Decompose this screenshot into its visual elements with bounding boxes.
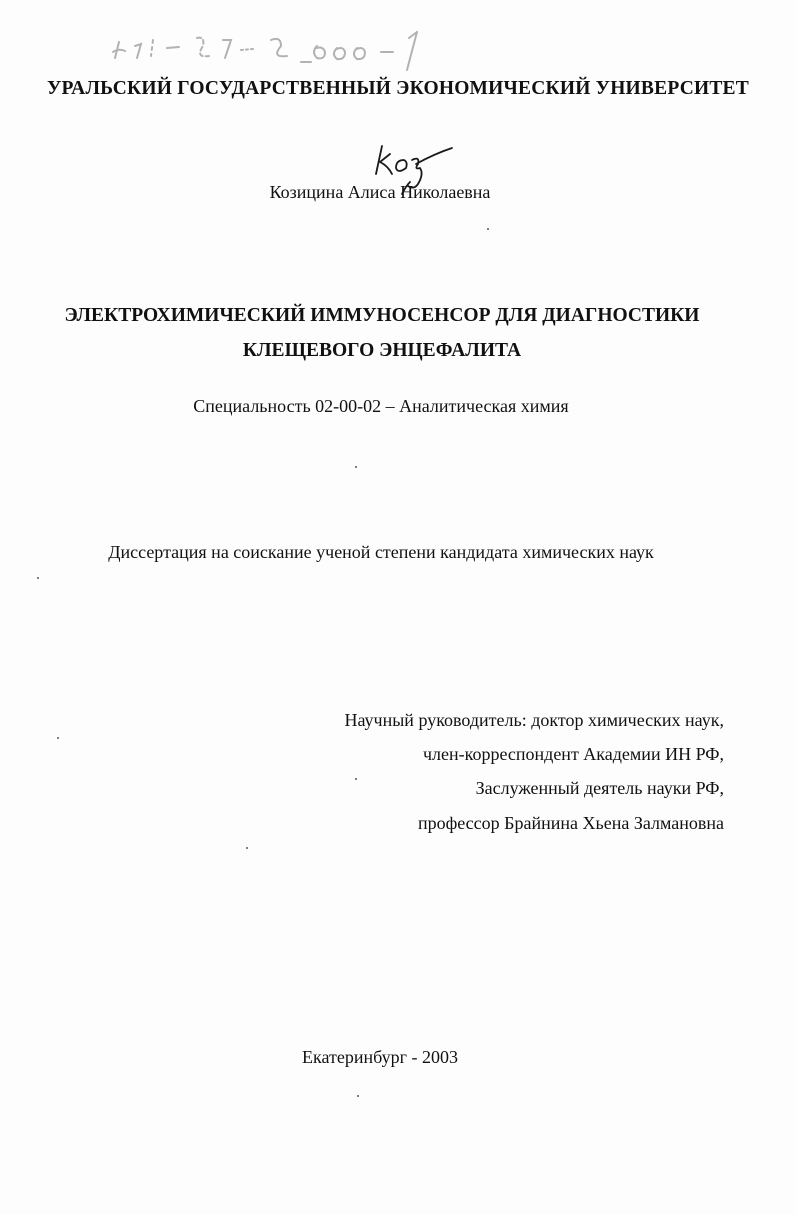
supervisor-line: Заслуженный деятель науки РФ, [475, 778, 724, 798]
archive-number-mark [105, 18, 450, 78]
scan-speck [355, 466, 357, 468]
supervisor-line: Научный руководитель: доктор химических наук, [344, 710, 724, 730]
city-year: Екатеринбург - 2003 [302, 1047, 458, 1067]
scan-speck [246, 847, 248, 849]
specialty-line: Специальность 02-00-02 – Аналитическая химия [193, 396, 569, 416]
supervisor-line: профессор Брайнина Хьена Залмановна [417, 813, 724, 833]
scan-speck [355, 778, 357, 780]
scan-speck [57, 737, 59, 739]
dissertation-title-line: ЭЛЕКТРОХИМИЧЕСКИЙ ИММУНОСЕНСОР ДЛЯ ДИАГНОСТИКИ [64, 305, 700, 326]
author-name: Козицина Алиса Николаевна [269, 182, 491, 202]
scan-speck [37, 577, 39, 579]
university-name: УРАЛЬСКИЙ ГОСУДАРСТВЕННЫЙ ЭКОНОМИЧЕСКИЙ УНИВЕРСИТЕТ [47, 78, 749, 99]
degree-statement: Диссертация на соискание ученой степени кандидата химических наук [108, 542, 654, 562]
supervisor-line: член-корреспондент Академии ИН РФ, [422, 744, 724, 764]
dissertation-title-line: КЛЕЩЕВОГО ЭНЦЕФАЛИТА [242, 340, 522, 361]
scan-speck [487, 228, 489, 230]
scan-speck [357, 1095, 359, 1097]
